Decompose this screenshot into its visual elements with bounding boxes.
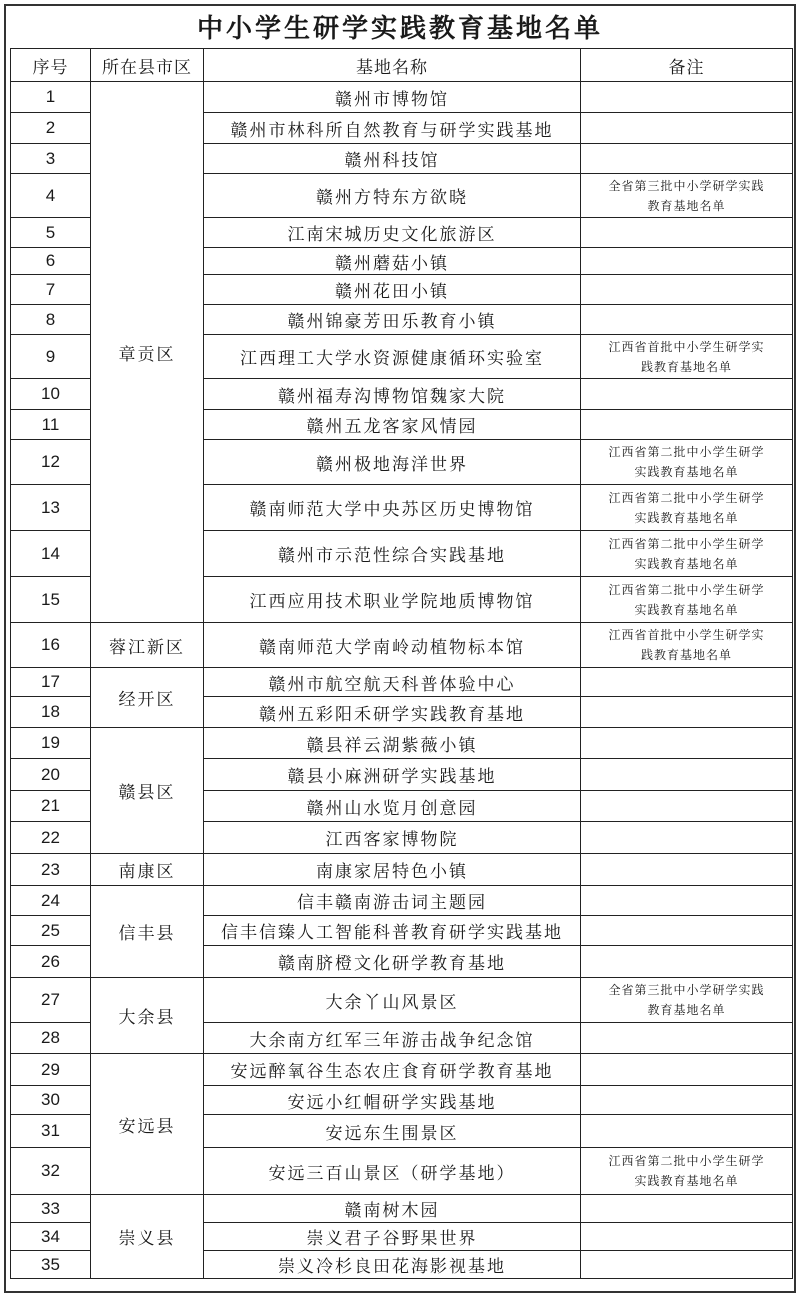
- row-number: 33: [11, 1195, 91, 1223]
- base-name: 赣南师范大学南岭动植物标本馆: [204, 623, 581, 668]
- note-cell: [581, 791, 793, 822]
- note-line: 江西省首批中小学生研学实: [608, 339, 765, 354]
- header-name: 基地名称: [204, 49, 581, 82]
- note-cell: [581, 668, 793, 697]
- note-cell: [581, 1054, 793, 1086]
- base-name: 赣州市博物馆: [204, 82, 581, 113]
- base-name: 安远小红帽研学实践基地: [204, 1086, 581, 1115]
- note-line: 江西省第二批中小学生研学: [608, 445, 765, 459]
- base-name: 赣州五龙客家风情园: [204, 410, 581, 440]
- district-cell: 经开区: [91, 668, 204, 728]
- note-cell: [581, 144, 793, 174]
- note-cell: [581, 1195, 793, 1223]
- base-name: 赣州科技馆: [204, 144, 581, 174]
- row-number: 21: [11, 791, 91, 822]
- note-cell: [581, 697, 793, 728]
- base-name: 大余南方红军三年游击战争纪念馆: [204, 1023, 581, 1054]
- note-cell: [581, 305, 793, 335]
- base-name: 赣县小麻洲研学实践基地: [204, 759, 581, 791]
- note-cell: [581, 978, 793, 1023]
- table-row: [11, 1195, 793, 1223]
- note-line: 实践教育基地名单: [634, 602, 739, 617]
- row-number: 10: [11, 379, 91, 410]
- note-line: 教育基地名单: [647, 198, 726, 213]
- district-cell: 蓉江新区: [91, 623, 204, 668]
- row-number: 5: [11, 218, 91, 248]
- base-name: 赣州锦豪芳田乐教育小镇: [204, 305, 581, 335]
- row-number: 28: [11, 1023, 91, 1054]
- row-number: 6: [11, 248, 91, 275]
- base-name: 南康家居特色小镇: [204, 854, 581, 886]
- base-name: 崇义冷杉良田花海影视基地: [204, 1251, 581, 1279]
- base-name: 江西客家博物院: [204, 822, 581, 854]
- note-cell: [581, 82, 793, 113]
- note-cell: [581, 623, 793, 668]
- note-cell: [581, 275, 793, 305]
- row-number: 24: [11, 886, 91, 916]
- note-cell: [581, 531, 793, 577]
- note-cell: [581, 759, 793, 791]
- note-line: 江西省第二批中小学生研学: [608, 1154, 765, 1168]
- district-cell: 安远县: [91, 1054, 204, 1195]
- row-number: 23: [11, 854, 91, 886]
- row-number: 16: [11, 623, 91, 668]
- table-row: [11, 82, 793, 113]
- note-line: 践教育基地名单: [640, 648, 732, 662]
- note-line: 实践教育基地名单: [634, 465, 739, 479]
- note-cell: [581, 1148, 793, 1195]
- note-line: 实践教育基地名单: [634, 510, 739, 525]
- note-cell: [581, 410, 793, 440]
- base-name: 赣南师范大学中央苏区历史博物馆: [204, 485, 581, 531]
- row-number: 32: [11, 1148, 91, 1195]
- note-cell: [581, 1023, 793, 1054]
- note-cell: [581, 946, 793, 978]
- note-line: 实践教育基地名单: [634, 556, 739, 571]
- note-line: 江西省第二批中小学生研学: [608, 582, 765, 597]
- district-cell: 章贡区: [91, 82, 204, 623]
- row-number: 29: [11, 1054, 91, 1086]
- base-name: 赣州花田小镇: [204, 275, 581, 305]
- district-cell: 大余县: [91, 978, 204, 1054]
- note-cell: [581, 916, 793, 946]
- table-header-row: [11, 49, 793, 82]
- note-line: 江西省第二批中小学生研学: [608, 536, 765, 551]
- base-name: 赣州市林科所自然教育与研学实践基地: [204, 113, 581, 144]
- note-cell: [581, 440, 793, 485]
- base-name: 赣州福寿沟博物馆魏家大院: [204, 379, 581, 410]
- note-cell: [581, 248, 793, 275]
- row-number: 35: [11, 1251, 91, 1279]
- header-no: 序号: [11, 49, 91, 82]
- row-number: 7: [11, 275, 91, 305]
- row-number: 2: [11, 113, 91, 144]
- row-number: 34: [11, 1223, 91, 1251]
- row-number: 8: [11, 305, 91, 335]
- row-number: 30: [11, 1086, 91, 1115]
- table-row: [11, 728, 793, 759]
- row-number: 3: [11, 144, 91, 174]
- base-name: 赣县祥云湖紫薇小镇: [204, 728, 581, 759]
- table-row: [11, 886, 793, 916]
- row-number: 27: [11, 978, 91, 1023]
- base-name: 崇义君子谷野果世界: [204, 1223, 581, 1251]
- table-row: [11, 623, 793, 668]
- note-cell: [581, 1223, 793, 1251]
- base-name: 江南宋城历史文化旅游区: [204, 218, 581, 248]
- row-number: 9: [11, 335, 91, 379]
- base-name: 江西应用技术职业学院地质博物馆: [204, 577, 581, 623]
- base-name: 赣州市示范性综合实践基地: [204, 531, 581, 577]
- table-row: [11, 854, 793, 886]
- note-cell: [581, 577, 793, 623]
- row-number: 17: [11, 668, 91, 697]
- note-cell: [581, 822, 793, 854]
- base-name: 赣州极地海洋世界: [204, 440, 581, 485]
- district-cell: 崇义县: [91, 1195, 204, 1279]
- row-number: 15: [11, 577, 91, 623]
- base-name: 安远三百山景区（研学基地）: [204, 1148, 581, 1195]
- note-cell: [581, 886, 793, 916]
- base-name: 大余丫山风景区: [204, 978, 581, 1023]
- base-name: 赣州方特东方欲晓: [204, 174, 581, 218]
- base-name: 赣州山水览月创意园: [204, 791, 581, 822]
- base-name: 安远东生围景区: [204, 1115, 581, 1148]
- row-number: 12: [11, 440, 91, 485]
- row-number: 31: [11, 1115, 91, 1148]
- base-list-table: [10, 48, 793, 1279]
- district-cell: 南康区: [91, 854, 204, 886]
- note-line: 全省第三批中小学研学实践: [608, 178, 765, 193]
- row-number: 20: [11, 759, 91, 791]
- note-cell: [581, 174, 793, 218]
- note-line: 践教育基地名单: [640, 359, 732, 374]
- base-name: 赣南树木园: [204, 1195, 581, 1223]
- note-cell: [581, 379, 793, 410]
- row-number: 22: [11, 822, 91, 854]
- row-number: 4: [11, 174, 91, 218]
- note-cell: [581, 335, 793, 379]
- table-row: [11, 1054, 793, 1086]
- base-name: 赣州市航空航天科普体验中心: [204, 668, 581, 697]
- note-cell: [581, 218, 793, 248]
- base-name: 信丰赣南游击词主题园: [204, 886, 581, 916]
- row-number: 13: [11, 485, 91, 531]
- district-cell: 赣县区: [91, 728, 204, 854]
- row-number: 19: [11, 728, 91, 759]
- base-name: 赣州五彩阳禾研学实践教育基地: [204, 697, 581, 728]
- note-line: 实践教育基地名单: [634, 1174, 739, 1188]
- row-number: 26: [11, 946, 91, 978]
- note-cell: [581, 485, 793, 531]
- note-cell: [581, 1086, 793, 1115]
- base-name: 安远醉氧谷生态农庄食育研学教育基地: [204, 1054, 581, 1086]
- header-note: 备注: [581, 49, 793, 82]
- note-line: 江西省第二批中小学生研学: [608, 490, 765, 505]
- base-name: 赣州蘑菇小镇: [204, 248, 581, 275]
- table-row: [11, 978, 793, 1023]
- base-name: 江西理工大学水资源健康循环实验室: [204, 335, 581, 379]
- page-title: 中小学生研学实践教育基地名单: [196, 13, 603, 44]
- note-line: 江西省首批中小学生研学实: [608, 628, 765, 642]
- district-cell: 信丰县: [91, 886, 204, 978]
- row-number: 18: [11, 697, 91, 728]
- note-cell: [581, 728, 793, 759]
- table-row: [11, 668, 793, 697]
- base-name: 信丰信臻人工智能科普教育研学实践基地: [204, 916, 581, 946]
- row-number: 14: [11, 531, 91, 577]
- note-line: 全省第三批中小学研学实践: [608, 983, 765, 997]
- row-number: 25: [11, 916, 91, 946]
- note-cell: [581, 1115, 793, 1148]
- note-cell: [581, 113, 793, 144]
- row-number: 11: [11, 410, 91, 440]
- row-number: 1: [11, 82, 91, 113]
- header-district: 所在县市区: [91, 49, 204, 82]
- base-name: 赣南脐橙文化研学教育基地: [204, 946, 581, 978]
- note-line: 教育基地名单: [647, 1003, 726, 1017]
- note-cell: [581, 1251, 793, 1279]
- note-cell: [581, 854, 793, 886]
